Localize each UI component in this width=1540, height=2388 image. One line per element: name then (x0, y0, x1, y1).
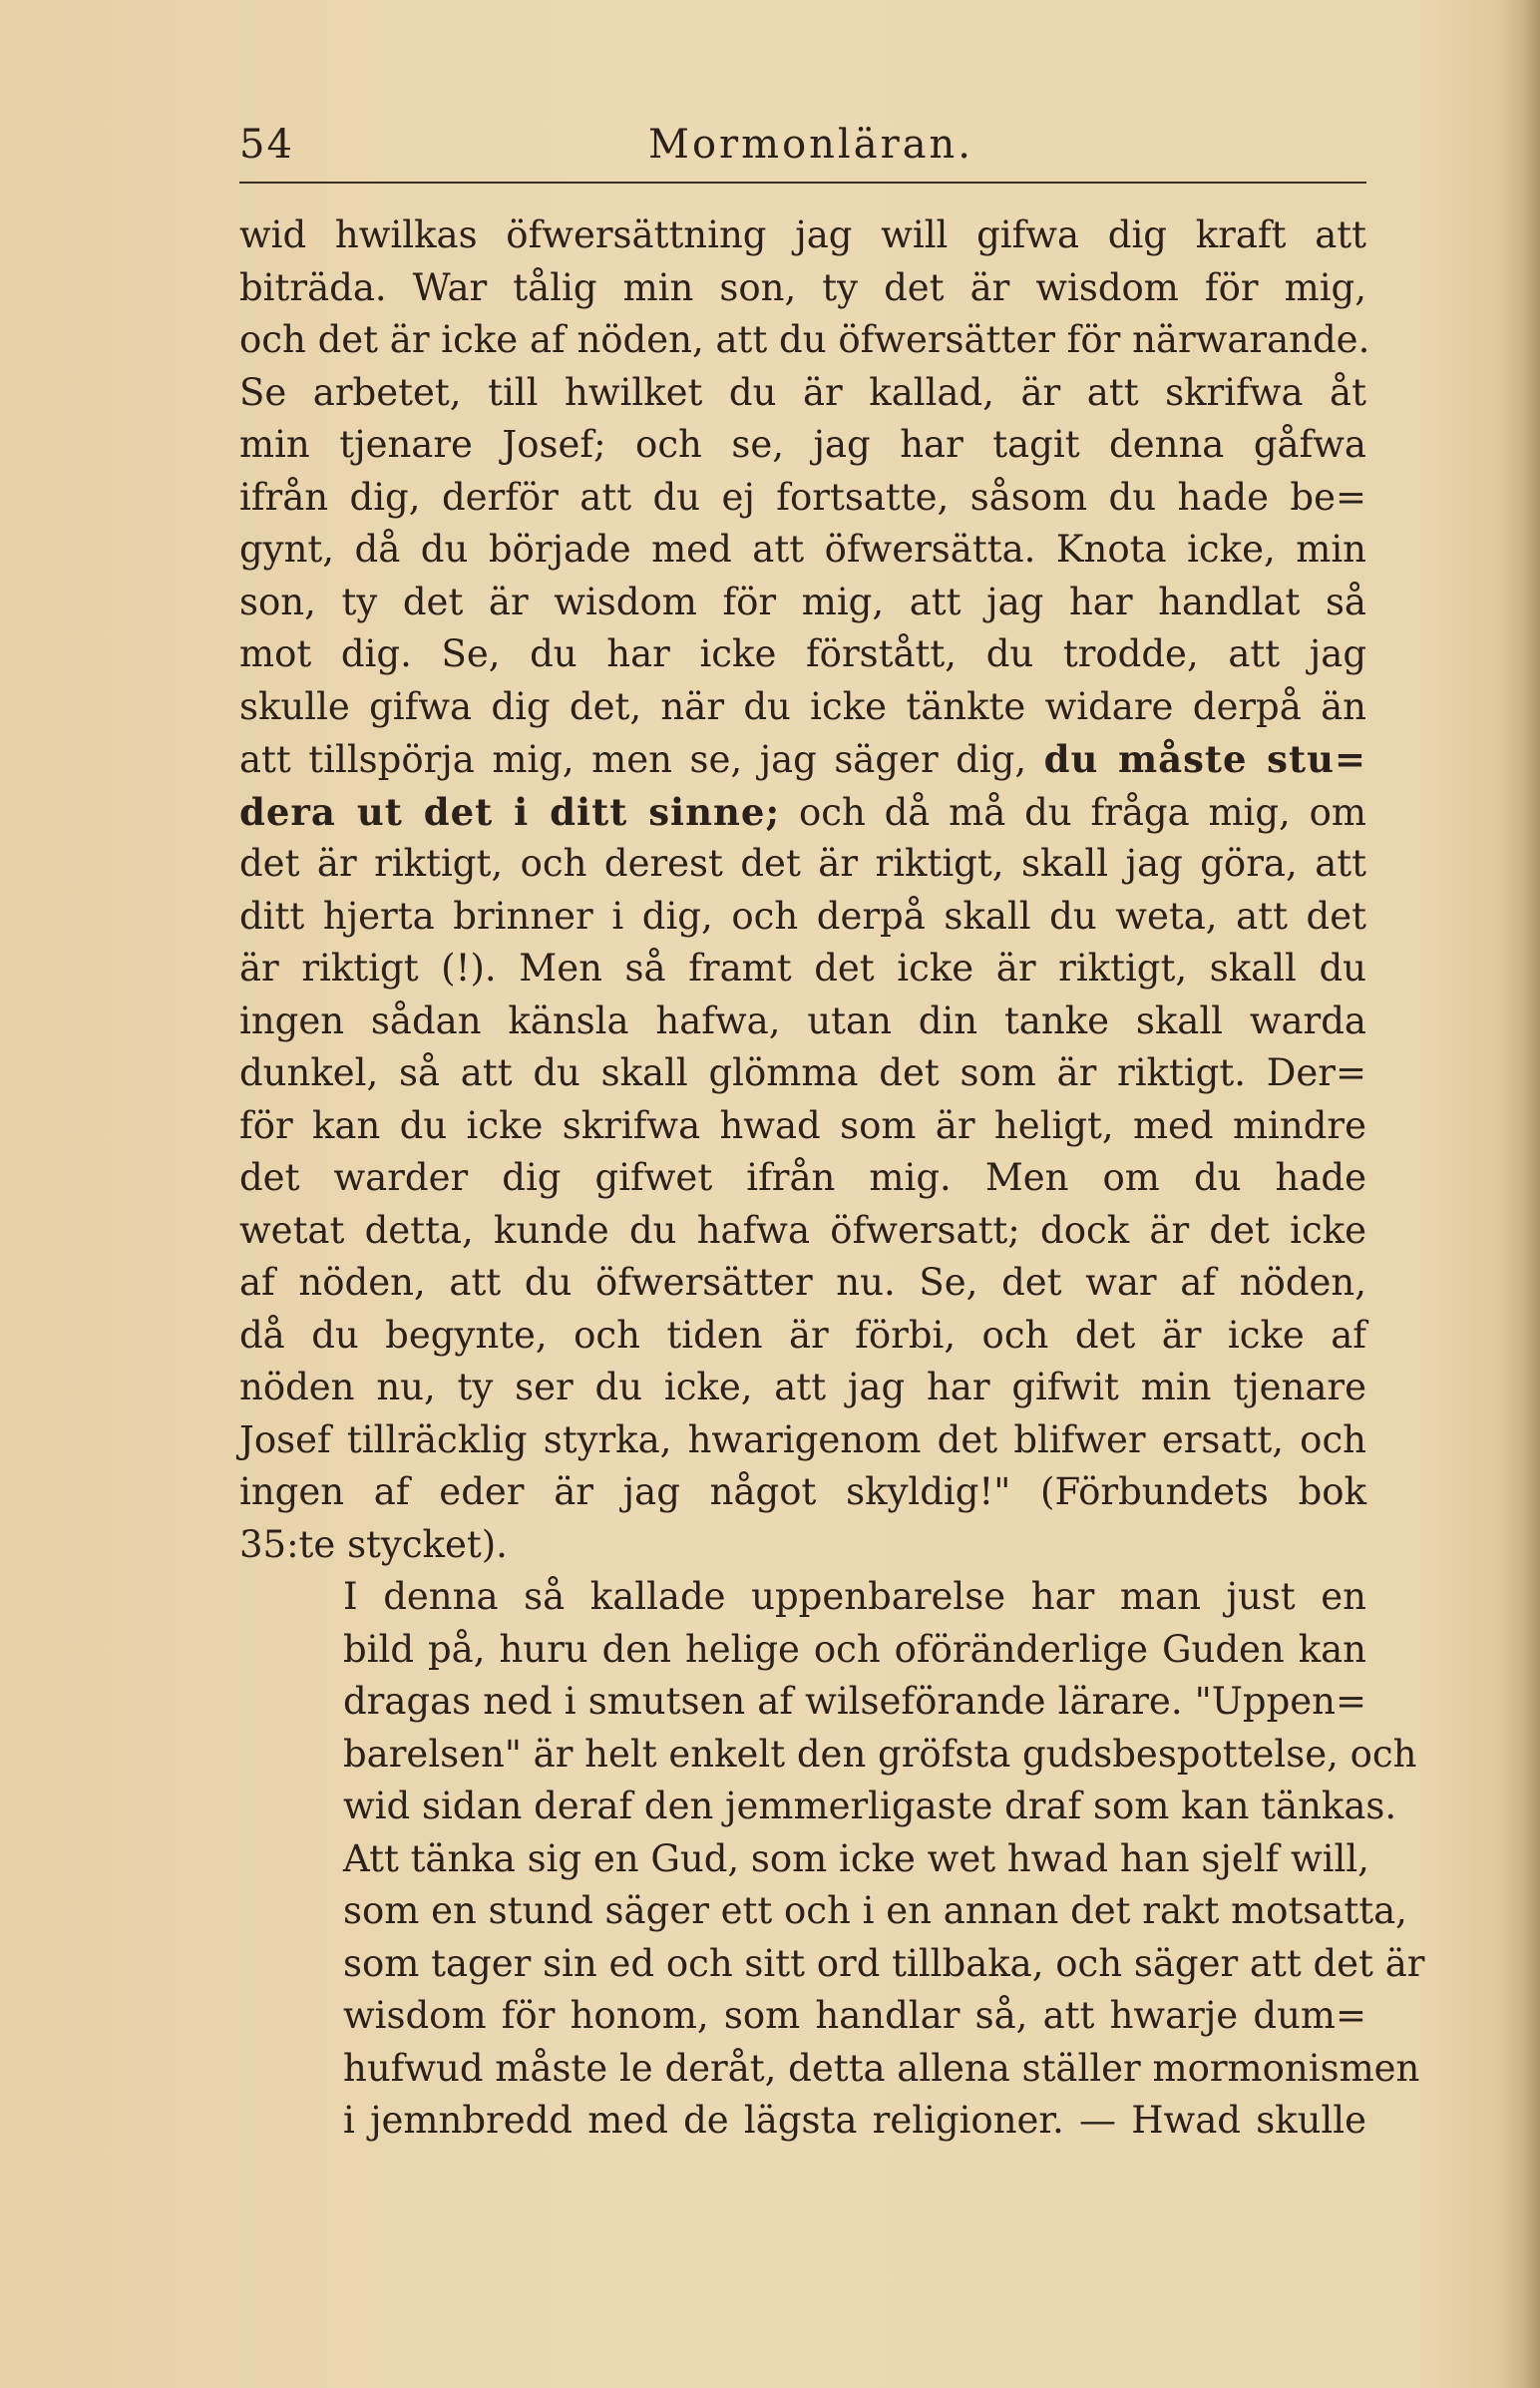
body-text (239, 209, 1425, 2148)
paragraph-quote (239, 209, 1370, 1571)
text-line: är riktigt (!). Men så framt det icke är riktigt, skall du (239, 947, 1366, 990)
text-line: Josef tillräcklig styrka, hwarigenom det blifwer ersatt, och (239, 1417, 1366, 1461)
text-line: som tager sin ed och sitt ord tillbaka, och säger att det är (343, 1941, 1425, 1985)
text-line: wid sidan deraf den jemmerligaste draf som kan tänkas. (343, 1785, 1397, 1827)
page-header (239, 112, 1366, 176)
text-line: barelsen" är helt enkelt den gröfsta gudsbespottelse, och (343, 1732, 1417, 1776)
text-line: för kan du icke skrifwa hwad som är heligt, med mindre (239, 1103, 1366, 1147)
text-line: dunkel, så att du skall glömma det som är riktigt. Der= (239, 1051, 1366, 1094)
text-line: det warder dig gifwet ifrån mig. Men om du hade (239, 1156, 1366, 1199)
text-line: ingen sådan känsla hafwa, utan din tanke skall warda (239, 998, 1366, 1042)
text-line: son, ty det är wisdom för mig, att jag har handlat så (239, 580, 1366, 623)
text-segment: och då må du fråga mig, om (780, 790, 1366, 834)
text-line: ingen af eder är jag något skyldig!" (Förbundets bok (239, 1470, 1366, 1513)
text-line: dragas ned i smutsen af wilseförande lärare. "Uppen= (343, 1680, 1366, 1723)
header-rule (239, 182, 1366, 184)
text-line-mixed (239, 786, 1366, 839)
text-line: och det är icke af nöden, att du öfwersätter för närwarande. (239, 318, 1370, 361)
text-line-mixed (239, 733, 1366, 786)
text-line: mot dig. Se, du har icke förstått, du trodde, att jag (239, 632, 1366, 675)
text-line: som en stund säger ett och i en annan det rakt motsatta, (343, 1889, 1407, 1932)
text-line: hufwud måste le deråt, detta allena ställer mormonismen (343, 2046, 1420, 2090)
emphasized-text: du måste stu= (1043, 737, 1366, 781)
text-line: det är riktigt, och derest det är riktigt, skall jag göra, att (239, 842, 1366, 885)
text-line: I denna så kallade uppenbarelse har man just en (343, 1575, 1366, 1618)
text-line: biträda. War tålig min son, ty det är wisdom för mig, (239, 265, 1366, 309)
text-line: wetat detta, kunde du hafwa öfwersatt; dock är det icke (239, 1208, 1366, 1252)
text-line: wisdom för honom, som handlar så, att hwarje dum= (343, 1994, 1366, 2037)
text-line: ditt hjerta brinner i dig, och derpå skall du weta, att det (239, 894, 1366, 938)
text-line: 35:te stycket). (239, 1522, 508, 1566)
text-line: i jemnbredd med de lägsta religioner. — Hwad skulle (343, 2099, 1366, 2142)
text-line: nöden nu, ty ser du icke, att jag har gifwit min tjenare (239, 1366, 1366, 1408)
page-edge-shadow (1500, 0, 1540, 2388)
emphasized-text: dera ut det i ditt sinne; (239, 789, 781, 834)
text-line: då du begynte, och tiden är förbi, och det är icke af (239, 1313, 1366, 1357)
text-line: gynt, då du började med att öfwersätta. Knota icke, min (239, 528, 1366, 571)
text-line: af nöden, att du öfwersätter nu. Se, det war af nöden, (239, 1261, 1366, 1304)
running-title: Mormonläran. (648, 122, 974, 168)
text-line: skulle gifwa dig det, när du icke tänkte widare derpå än (239, 684, 1366, 728)
page-number: 54 (239, 122, 294, 168)
text-line: wid hwilkas öfwersättning jag will gifwa dig kraft att (239, 213, 1366, 256)
paragraph-commentary (239, 1571, 1425, 2148)
text-line: Se arbetet, till hwilket du är kallad, är att skrifwa åt (239, 370, 1366, 414)
text-segment: att tillspörja mig, men se, jag säger dig, (239, 738, 1027, 781)
text-line: min tjenare Josef; och se, jag har tagit denna gåfwa (239, 423, 1366, 466)
text-line: Att tänka sig en Gud, som icke wet hwad han sjelf will, (343, 1836, 1369, 1880)
text-line: ifrån dig, derför att du ej fortsatte, såsom du hade be= (239, 475, 1366, 519)
text-line: bild på, huru den helige och oföränderlige Guden kan (343, 1627, 1366, 1671)
